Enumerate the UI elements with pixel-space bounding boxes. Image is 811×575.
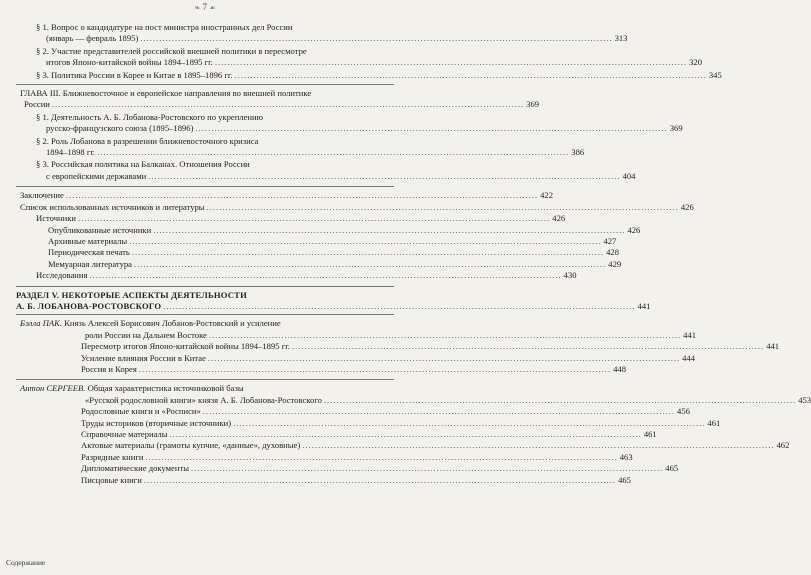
toc-entry-title: Источники <box>36 213 77 224</box>
toc-entry[interactable] <box>16 224 641 236</box>
toc-page-number: 427 <box>603 235 617 246</box>
toc-entry[interactable] <box>16 22 628 45</box>
divider <box>16 84 394 85</box>
toc-article[interactable] <box>16 318 697 341</box>
toc-entry[interactable] <box>16 363 626 375</box>
toc-entry[interactable] <box>16 341 780 352</box>
toc-chapter-title: ГЛАВА III. Ближневосточное и европейское направления во внешней политике <box>20 88 312 99</box>
divider <box>16 379 394 380</box>
toc-page-number: 369 <box>526 99 540 110</box>
toc-article-title: Общая характеристика источниковой базы <box>85 383 244 394</box>
running-footer: Содержание <box>6 558 46 567</box>
dot-leader <box>170 429 642 440</box>
toc-entry-title: Пересмотр итогов Японо-китайской войны 1894–1895 гг. <box>81 341 290 352</box>
toc-page-number: 422 <box>540 190 553 201</box>
toc-page-number: 426 <box>552 213 566 224</box>
divider <box>16 286 394 287</box>
toc-entry[interactable] <box>16 406 690 417</box>
dot-leader <box>145 452 617 463</box>
dot-leader <box>140 33 612 44</box>
toc-part-title: А. Б. ЛОБАНОВА-РОСТОВСКОГО <box>16 300 162 311</box>
toc-entry[interactable] <box>16 235 617 247</box>
toc-entry[interactable] <box>16 474 631 486</box>
toc-entry-title: § 3. Политика России в Корее и Китае в 1895–1896 гг. <box>36 69 233 80</box>
toc-page-number: 461 <box>643 429 657 439</box>
toc-entry[interactable] <box>16 45 703 69</box>
toc-page-number: 444 <box>682 352 696 363</box>
toc-page-number: 441 <box>637 300 651 311</box>
toc-page-number: 426 <box>627 224 641 235</box>
dot-leader <box>134 259 606 270</box>
dot-leader <box>78 213 550 224</box>
page-number <box>0 2 410 12</box>
toc-entry[interactable] <box>16 258 622 270</box>
dot-leader <box>191 463 663 474</box>
dot-leader <box>203 406 675 417</box>
dot-leader <box>132 247 604 258</box>
dot-leader <box>324 395 796 406</box>
dot-leader <box>148 171 620 182</box>
toc-entry[interactable] <box>16 270 577 281</box>
toc-entry[interactable] <box>16 417 721 429</box>
dot-leader <box>52 99 524 110</box>
toc-chapter-title: России <box>24 99 50 110</box>
ornament-left-icon: ❧ <box>194 4 201 12</box>
toc-page-number: 465 <box>665 463 679 474</box>
toc-entry-title: Архивные материалы <box>48 235 128 246</box>
toc-page-number: 441 <box>683 329 697 340</box>
toc-entry-title: § 2. Участие представителей российской внешней политики в пересмотре <box>36 45 307 56</box>
toc-entry[interactable] <box>16 213 566 224</box>
toc-entry-title: Писцовые книги <box>81 474 142 485</box>
toc-entry-title: Усиление влияния России в Китае <box>81 352 206 363</box>
dot-leader <box>208 353 680 364</box>
toc-entry-title: 1894–1898 гг. <box>46 147 96 158</box>
toc-entry[interactable] <box>16 440 790 451</box>
toc-entry[interactable] <box>16 159 636 182</box>
toc-entry-title: итогов Японо-китайской войны 1894–1895 гг. <box>46 57 213 68</box>
toc-page-number: 428 <box>606 247 620 258</box>
toc-page-number: 456 <box>677 406 690 417</box>
table-of-contents <box>16 22 811 486</box>
toc-entry-title: (январь — февраль 1895) <box>46 33 139 44</box>
dot-leader <box>139 364 611 375</box>
toc-entry-title: Справочные материалы <box>81 429 168 439</box>
toc-entry[interactable] <box>16 429 657 440</box>
toc-article-title: Князь Алексей Борисович Лобанов-Ростовский и усиление <box>62 318 281 329</box>
toc-entry-title: Родословные книги и «Росписи» <box>81 406 201 417</box>
toc-page-number: 462 <box>776 440 790 451</box>
toc-article-title: роли России на Дальнем Востоке <box>85 329 207 340</box>
dot-leader <box>209 330 681 341</box>
toc-entry[interactable] <box>16 352 696 364</box>
toc-page-number: 345 <box>708 69 722 80</box>
toc-chapter[interactable] <box>16 88 540 111</box>
toc-entry-title: Список использованных источников и литературы <box>20 201 205 212</box>
divider <box>16 186 394 187</box>
toc-article-author: Антон СЕРГЕЕВ. <box>20 383 86 394</box>
toc-part[interactable] <box>16 289 651 313</box>
toc-article[interactable] <box>16 383 811 406</box>
dot-leader <box>207 202 679 213</box>
toc-page-number: 441 <box>766 341 780 352</box>
toc-entry-title: § 1. Вопрос о кандидатуре на пост министра иностранных дел России <box>36 22 293 32</box>
toc-page-number: 448 <box>613 363 626 374</box>
toc-entry-title: Заключение <box>20 190 64 201</box>
toc-entry-title: Исследования <box>36 270 88 281</box>
toc-entry-title: русско-французского союза (1895–1896) <box>46 123 194 134</box>
toc-entry-title: Россия и Корея <box>81 363 137 374</box>
dot-leader <box>292 341 764 352</box>
toc-article-title: «Русской родословной книги» князя А. Б. Лобанова-Ростовского <box>85 394 322 405</box>
toc-entry[interactable] <box>16 247 620 258</box>
toc-entry[interactable] <box>16 190 553 201</box>
dot-leader <box>153 225 625 236</box>
toc-entry[interactable] <box>16 463 679 474</box>
toc-entry-title: Периодическая печать <box>48 247 130 258</box>
toc-page-number: 430 <box>563 270 577 281</box>
toc-page-number: 313 <box>614 33 628 44</box>
toc-entry-title: с европейскими державами <box>46 170 147 181</box>
page-number-value: 7 <box>202 2 208 12</box>
toc-page-number: 320 <box>689 57 703 68</box>
toc-part-title: РАЗДЕЛ V. НЕКОТОРЫЕ АСПЕКТЫ ДЕЯТЕЛЬНОСТИ <box>16 289 247 300</box>
dot-leader <box>97 147 569 158</box>
toc-page-number: 461 <box>707 417 721 428</box>
toc-entry-title: § 2. Роль Лобанова в разрешении ближневосточного кризиса <box>36 135 259 146</box>
toc-entry[interactable] <box>16 69 722 81</box>
toc-entry-title: Актовые материалы (грамоты купчие, «данные», духовные) <box>81 440 301 451</box>
toc-article-author: Бэлла ПАК. <box>20 318 62 329</box>
toc-page-number: 463 <box>619 451 633 462</box>
dot-leader <box>302 440 774 451</box>
dot-leader <box>89 270 561 281</box>
toc-entry-title: Разрядные книги <box>81 451 144 462</box>
toc-entry-title: Опубликованные источники <box>48 224 152 235</box>
dot-leader <box>144 475 616 486</box>
divider <box>16 314 394 315</box>
toc-entry[interactable] <box>16 135 585 159</box>
dot-leader <box>235 70 707 81</box>
toc-entry[interactable] <box>16 111 683 135</box>
toc-entry-title: Труды историков (вторичные источники) <box>81 417 232 428</box>
dot-leader <box>215 57 687 68</box>
toc-page-number: 426 <box>680 201 694 212</box>
toc-entry[interactable] <box>16 451 633 463</box>
toc-page-number: 465 <box>618 474 631 485</box>
dot-leader <box>163 301 635 312</box>
toc-entry-title: § 3. Российская политика на Балканах. Отношения России <box>36 159 250 170</box>
toc-page-number: 404 <box>622 170 636 181</box>
toc-entry-title: Мемуарная литература <box>48 258 132 269</box>
toc-page-number: 386 <box>571 147 585 158</box>
ornament-right-icon: ☙ <box>209 4 216 12</box>
dot-leader <box>195 123 667 134</box>
toc-entry-title: § 1. Деятельность А. Б. Лобанова-Ростовского по укреплению <box>36 111 264 122</box>
toc-entry-title: Дипломатические документы <box>81 463 189 474</box>
toc-page-number: 429 <box>608 258 622 269</box>
toc-page-number: 369 <box>669 123 683 134</box>
dot-leader <box>66 190 538 201</box>
dot-leader <box>233 418 705 429</box>
toc-entry[interactable] <box>16 201 694 213</box>
toc-page-number: 453 <box>798 394 811 405</box>
dot-leader <box>129 236 601 247</box>
